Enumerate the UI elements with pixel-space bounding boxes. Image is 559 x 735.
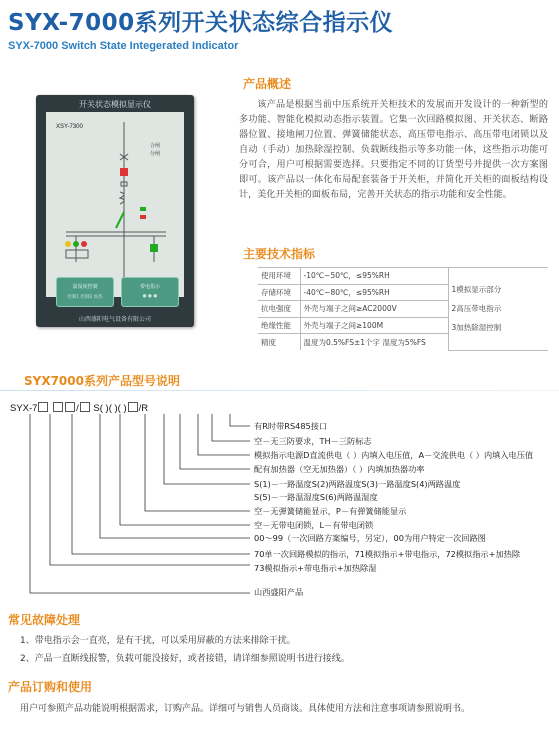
- legend-line: 空－无弹簧储能显示，P－有弹簧储能显示: [254, 506, 407, 516]
- legend-line: 配有加热器（空无加热器）（ ）内填加热器功率: [254, 464, 425, 474]
- spec-feature: 3加热除湿控制: [451, 323, 502, 333]
- single-line-diagram: [46, 112, 184, 297]
- code-suffix: /R: [138, 403, 149, 414]
- device-model: XSY-7300: [56, 124, 83, 130]
- spec-features: [448, 268, 548, 351]
- legend-closed: 合闸: [150, 143, 161, 149]
- live-indicator-leds: ● ● ●: [142, 294, 158, 299]
- spec-feature: 2高压带电指示: [451, 304, 502, 314]
- ordering-text: 用户可参照产品功能说明根据需求，订购产品。详细可与销售人员商谈。具体使用方法和注意事项请参照说明书。: [20, 704, 471, 714]
- legend-line: 73模拟指示+带电指示+加热除湿: [254, 563, 377, 573]
- legend-line: 空－无三防要求，TH－三防标志: [254, 436, 372, 446]
- humidity-control-sub: 控制1 控制2 加热: [67, 295, 103, 300]
- specs-heading: 主要技术指标: [243, 247, 316, 261]
- overview-text: 该产品是根据当前中压系统开关柜技术的发展而开发设计的一种新型的多功能、智能化模拟动态指示装置。它集一次回路模拟图、开关状态、断路器位置、接地闸刀位置、弹簧储能状态、高压带电指示、高压带电闭锁以及自动（手动）加热除湿控制、负载断线指示等多功能一体，这些指示功能可分可合，用户可根据需要选择。只要指定不同的订货型号并提供一次方案图即可。该产品以一体化布局配套装备于开关柜，并简化开关柜的面板结构设计，美化开关柜的面板布局，完善开关状态的指示功能和安全性能。: [239, 100, 548, 200]
- spec-feature: 1模拟显示部分: [451, 285, 502, 295]
- spec-value: -10℃~50℃，≤95%RH: [300, 268, 448, 285]
- legend-line: 空－无带电闭锁，L－有带电闭锁: [254, 520, 374, 530]
- spec-name: 存储环境: [258, 284, 300, 301]
- spec-name: 使用环境: [258, 268, 300, 285]
- spec-name: 抗电强度: [258, 301, 300, 318]
- section-divider: [0, 390, 559, 391]
- device-screen: [46, 112, 184, 297]
- humidity-control-panel: [56, 277, 114, 307]
- humidity-control-title: 温湿度控制: [72, 284, 98, 290]
- legend-open: 分闸: [150, 151, 161, 157]
- device-manufacturer: 山西盛阳电气设备有限公司: [78, 316, 151, 323]
- faults-heading: 常见故障处理: [8, 613, 81, 627]
- spec-value: -40℃~80℃，≤95%RH: [300, 284, 448, 301]
- spec-value: 外壳与端子之间≥AC2000V: [300, 301, 448, 318]
- device-screen-title: 开关状态模拟显示仪: [79, 100, 151, 109]
- live-indicator-panel: [121, 277, 179, 307]
- model-code-heading: SYX7000系列产品型号说明: [24, 374, 180, 388]
- legend-line: S(5)－一路温湿度S(6)两路温湿度: [254, 492, 378, 502]
- fault-item: 1、带电指示会一直亮，是有干扰，可以采用屏蔽的方法来排除干扰。: [20, 636, 296, 646]
- table-row: [258, 268, 548, 285]
- fault-item: 2、产品一直断线报警，负载可能没接好，或者接错，请详细参照说明书进行接线。: [20, 654, 350, 664]
- legend-line: 70单一次回路模拟的指示，71模拟指示+带电指示，72模拟指示+加热除: [254, 549, 521, 559]
- legend-line: S(1)－一路温度S(2)两路温度S(3)一路温度S(4)两路温度: [254, 479, 461, 489]
- code-s-part: S(: [93, 403, 103, 414]
- specs-table: [258, 267, 548, 351]
- model-code-string: SYX-7 / S( )( )( ) /R: [10, 403, 149, 414]
- code-prefix: SYX-7: [10, 403, 38, 414]
- spec-value: 外壳与端子之间≥100M: [300, 317, 448, 334]
- legend-line: 山西盛阳产品: [254, 587, 304, 597]
- legend-line: 有R时带RS485接口: [254, 421, 328, 431]
- live-indicator-title: 带电指示: [139, 284, 160, 290]
- spec-name: 绝缘性能: [258, 317, 300, 334]
- spec-name: 精度: [258, 334, 300, 351]
- page-title: SYX-7000系列开关状态综合指示仪: [8, 10, 394, 36]
- overview-heading: 产品概述: [243, 77, 292, 91]
- legend-line: 00～99（一次回路方案编号，另定），00为用户特定一次回路图: [254, 533, 486, 543]
- ordering-heading: 产品订购和使用: [8, 680, 93, 694]
- page-subtitle: SYX-7000 Switch State Integerated Indicator: [8, 40, 239, 52]
- legend-line: 模拟指示电源D直流供电（ ）内填入电压值，A－交流供电（ ）内填入电压值: [254, 450, 534, 460]
- spec-value: 温度为0.5%FS±1个字 湿度为5%FS: [300, 334, 448, 351]
